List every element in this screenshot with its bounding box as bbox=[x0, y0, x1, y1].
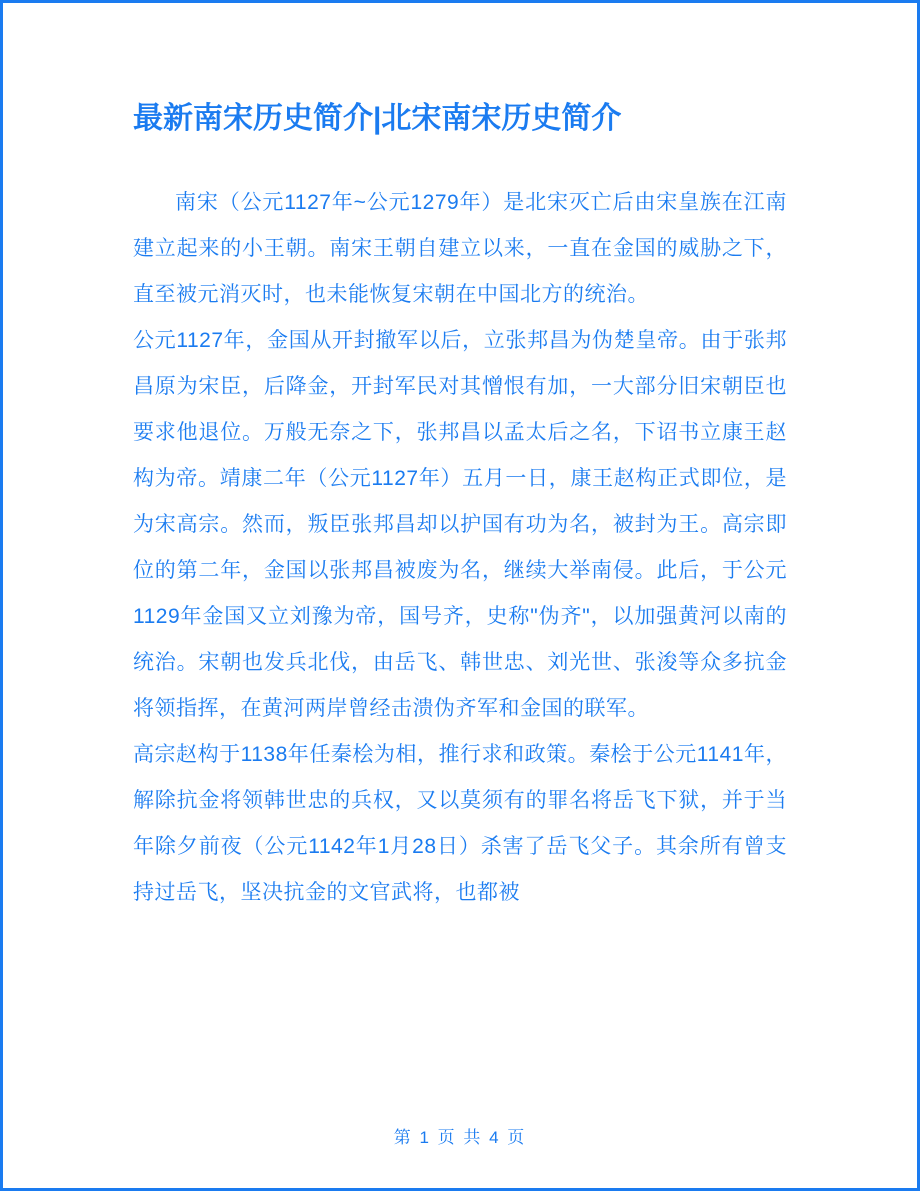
paragraph-3: 高宗赵构于1138年任秦桧为相，推行求和政策。秦桧于公元1141年，解除抗金将领韩世忠的兵权，又以莫须有的罪名将岳飞下狱，并于当年除夕前夜（公元1142年1月28日）杀害了岳飞父子。其余所有曾支持过岳飞，坚决抗金的文官武将，也都被 bbox=[133, 743, 787, 904]
paragraph-1: 南宋（公元1127年~公元1279年）是北宋灭亡后由宋皇族在江南建立起来的小王朝。南宋王朝自建立以来，一直在金国的威胁之下，直至被元消灭时，也未能恢复宋朝在中国北方的统治。 bbox=[133, 191, 787, 306]
page-content bbox=[3, 3, 917, 916]
page-footer: 第 1 页 共 4 页 bbox=[393, 1128, 527, 1147]
page-title: 最新南宋历史简介|北宋南宋历史简介 bbox=[133, 102, 622, 135]
paragraph-2: 公元1127年，金国从开封撤军以后，立张邦昌为伪楚皇帝。由于张邦昌原为宋臣，后降金，开封军民对其憎恨有加，一大部分旧宋朝臣也要求他退位。万般无奈之下，张邦昌以孟太后之名，下诏书立康王赵构为帝。靖康二年（公元1127年）五月一日，康王赵构正式即位，是为宋高宗。然而，叛臣张邦昌却以护国有功为名，被封为王。高宗即位的第二年，金国以张邦昌被废为名，继续大举南侵。此后，于公元1129年金国又立刘豫为帝，国号齐，史称"伪齐"，以加强黄河以南的统治。宋朝也发兵北伐，由岳飞、韩世忠、刘光世、张浚等众多抗金将领指挥，在黄河两岸曾经击溃伪齐军和金国的联军。 bbox=[133, 329, 787, 720]
